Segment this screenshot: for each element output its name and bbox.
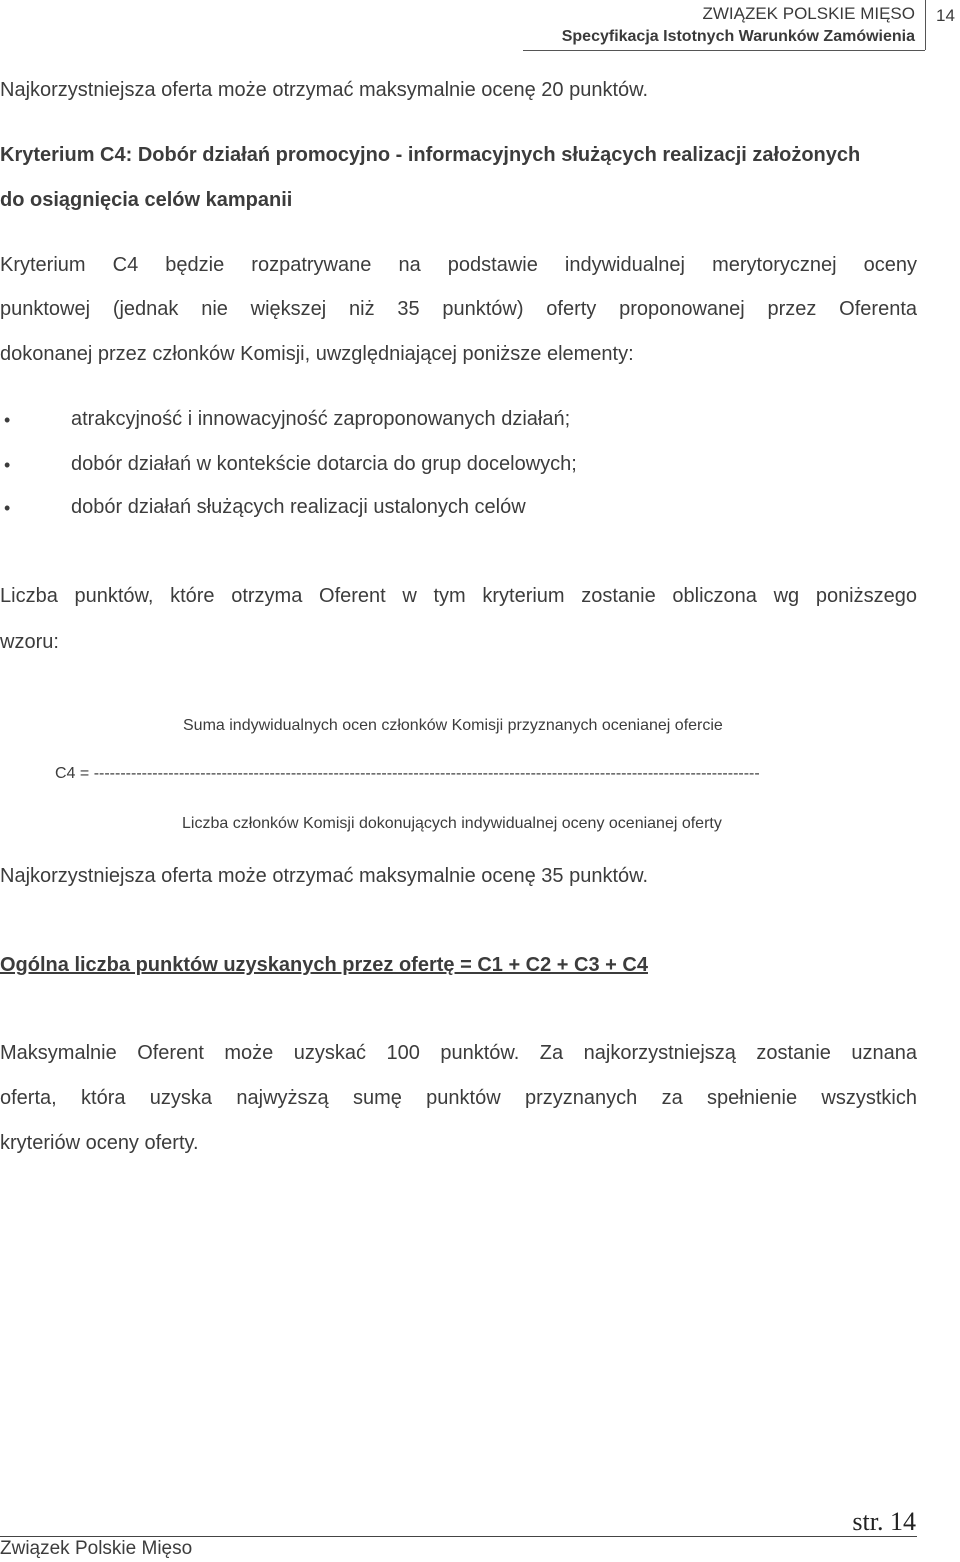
final-line-1: Maksymalnie Oferent może uzyskać 100 punktów. Za najkorzystniejszą zostanie uznana bbox=[0, 1042, 917, 1064]
criterion-heading-line-1: Kryterium C4: Dobór działań promocyjno - informacyjnych służących realizacji założonych bbox=[0, 144, 861, 166]
footer-org: Związek Polskie Mięso bbox=[0, 1538, 193, 1559]
max-points-line: Najkorzystniejsza oferta może otrzymać maksymalnie ocenę 35 punktów. bbox=[0, 865, 649, 887]
final-line-2: oferta, która uzyska najwyższą sumę punktów przyznanych za spełnienie wszystkich bbox=[0, 1087, 917, 1109]
points-calc-line-2: wzoru: bbox=[0, 631, 59, 653]
description-line-3: dokonanej przez członków Komisji, uwzględniającej poniższe elementy: bbox=[0, 343, 634, 365]
description-line-2: punktowej (jednak nie większej niż 35 punktów) oferty proponowanej przez Oferenta bbox=[0, 298, 917, 320]
footer-divider bbox=[0, 1536, 917, 1537]
criterion-heading-line-2: do osiągnięcia celów kampanii bbox=[0, 189, 293, 211]
header-page-number: 14 bbox=[936, 6, 955, 25]
footer-page-label: str. 14 bbox=[852, 1507, 916, 1536]
header-vertical-divider bbox=[925, 0, 926, 50]
points-calc-line-1: Liczba punktów, które otrzyma Oferent w tym kryterium zostanie obliczona wg poniższego bbox=[0, 585, 917, 607]
bullet-icon: • bbox=[4, 455, 11, 475]
header-org: ZWIĄZEK POLSKIE MIĘSO bbox=[702, 4, 915, 23]
bullet-icon: • bbox=[4, 498, 11, 518]
intro-line: Najkorzystniejsza oferta może otrzymać maksymalnie ocenę 20 punktów. bbox=[0, 79, 649, 101]
list-item: atrakcyjność i innowacyjność zaproponowanych działań; bbox=[71, 408, 571, 430]
final-line-3: kryteriów oceny oferty. bbox=[0, 1132, 199, 1154]
header-divider bbox=[523, 50, 925, 51]
formula-denominator: Liczba członków Komisji dokonujących indywidualnej oceny ocenianej oferty bbox=[182, 815, 722, 832]
bullet-icon: • bbox=[4, 410, 11, 430]
formula-numerator: Suma indywidualnych ocen członków Komisji przyznanych ocenianej ofercie bbox=[183, 717, 723, 734]
list-item: dobór działań służących realizacji ustalonych celów bbox=[71, 496, 526, 518]
formula-equation: C4 = ----------------------------------------------------------------------------------------------------------------------------- bbox=[55, 765, 760, 782]
description-line-1: Kryterium C4 będzie rozpatrywane na podstawie indywidualnej merytorycznej oceny bbox=[0, 254, 917, 276]
list-item: dobór działań w kontekście dotarcia do grup docelowych; bbox=[71, 453, 577, 475]
total-points-line: Ogólna liczba punktów uzyskanych przez ofertę = C1 + C2 + C3 + C4 bbox=[0, 954, 648, 976]
header-spec-title: Specyfikacja Istotnych Warunków Zamówienia bbox=[561, 28, 915, 45]
